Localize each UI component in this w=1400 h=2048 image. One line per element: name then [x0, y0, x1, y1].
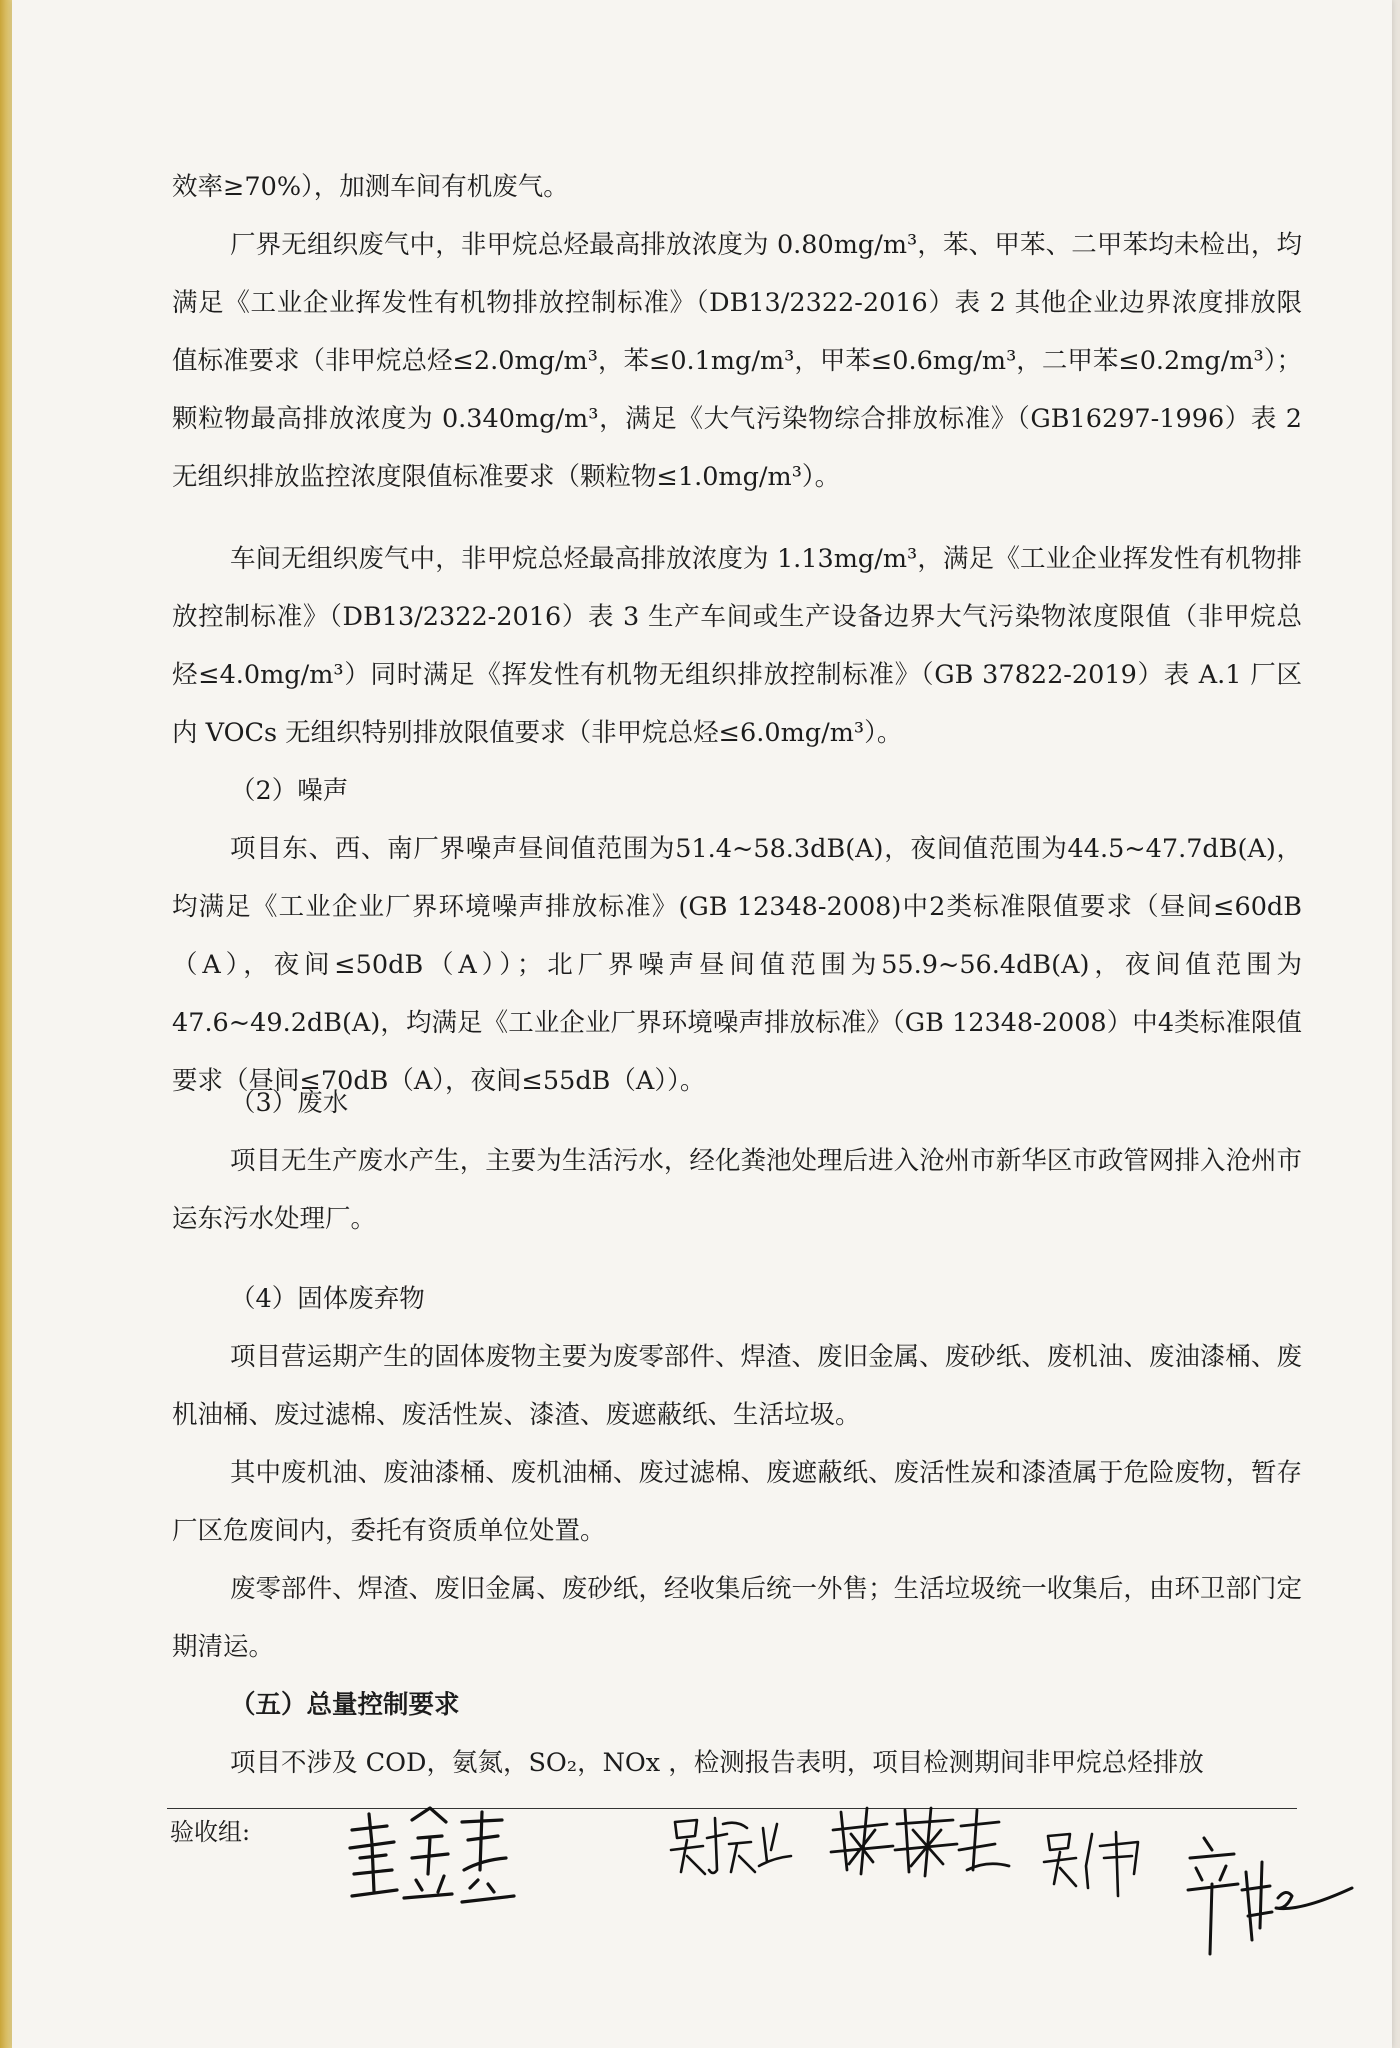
signature-4	[1042, 1826, 1152, 1901]
document-page	[12, 0, 1392, 2048]
paragraph-noise: 项目东、西、南厂界噪声昼间值范围为51.4~58.3dB(A)，夜间值范围为44.5~47.7dB(A)，均满足《工业企业厂界环境噪声排放标准》(GB 12348-2008)中2类标准限值要求（昼间≤60dB（A），夜间≤50dB（A））；北厂界噪声昼间值范围为55.9~56.4dB(A)，夜间值范围为47.6~49.2dB(A)，均满足《工业企业厂界环境噪声排放标准》（GB 12348-2008）中4类标准限值要求（昼间≤70dB（A），夜间≤55dB（A））。	[172, 834, 1302, 1096]
acceptance-group-label: 验收组:	[170, 1818, 251, 1846]
paragraph-total-control: 项目不涉及 COD，氨氮，SO₂，NOx ，检测报告表明，项目检测期间非甲烷总烃排放	[230, 1748, 1204, 1778]
heading-wastewater: （3）废水	[230, 1088, 349, 1118]
heading-noise: （2）噪声	[230, 776, 349, 806]
signature-2	[667, 1810, 797, 1890]
page-edge	[0, 0, 12, 2048]
signature-3	[827, 1800, 1012, 1890]
signature-1	[342, 1800, 522, 1910]
paragraph-general-waste: 废零部件、焊渣、废旧金属、废砂纸，经收集后统一外售；生活垃圾统一收集后，由环卫部门定期清运。	[172, 1574, 1302, 1662]
heading-solid-waste: （4）固体废弃物	[230, 1284, 425, 1314]
paragraph-boundary-exhaust: 厂界无组织废气中，非甲烷总烃最高排放浓度为 0.80mg/m³，苯、甲苯、二甲苯均未检出，均满足《工业企业挥发性有机物排放控制标准》（DB13/2322-2016）表 2 其他企业边界浓度排放限值标准要求（非甲烷总烃≤2.0mg/m³，苯≤0.1mg/m³，甲苯≤0.6mg/m³，二甲苯≤0.2mg/m³）；颗粒物最高排放浓度为 0.340mg/m³，满足《大气污染物综合排放标准》（GB16297-1996）表 2 无组织排放监控浓度限值标准要求（颗粒物≤1.0mg/m³）。	[172, 230, 1302, 492]
heading-total-control: （五）总量控制要求	[230, 1690, 460, 1720]
paragraph-workshop-exhaust: 车间无组织废气中，非甲烷总烃最高排放浓度为 1.13mg/m³，满足《工业企业挥发性有机物排放控制标准》（DB13/2322-2016）表 3 生产车间或生产设备边界大气污染物浓度限值（非甲烷总烃≤4.0mg/m³）同时满足《挥发性有机物无组织排放控制标准》（GB 37822-2019）表 A.1 厂区内 VOCs 无组织特别排放限值要求（非甲烷总烃≤6.0mg/m³）。	[172, 544, 1302, 748]
paragraph-wastewater: 项目无生产废水产生，主要为生活污水，经化粪池处理后进入沧州市新华区市政管网排入沧州市运东污水处理厂。	[172, 1146, 1302, 1234]
paragraph-solid-waste: 项目营运期产生的固体废物主要为废零部件、焊渣、废旧金属、废砂纸、废机油、废油漆桶、废机油桶、废过滤棉、废活性炭、漆渣、废遮蔽纸、生活垃圾。	[172, 1342, 1302, 1430]
footer-divider	[167, 1808, 1297, 1809]
paragraph-efficiency: 效率≥70%），加测车间有机废气。	[172, 172, 569, 202]
paragraph-hazardous-waste: 其中废机油、废油漆桶、废机油桶、废过滤棉、废遮蔽纸、废活性炭和漆渣属于危险废物，暂存厂区危废间内，委托有资质单位处置。	[172, 1458, 1302, 1546]
signature-5	[1182, 1832, 1357, 1962]
